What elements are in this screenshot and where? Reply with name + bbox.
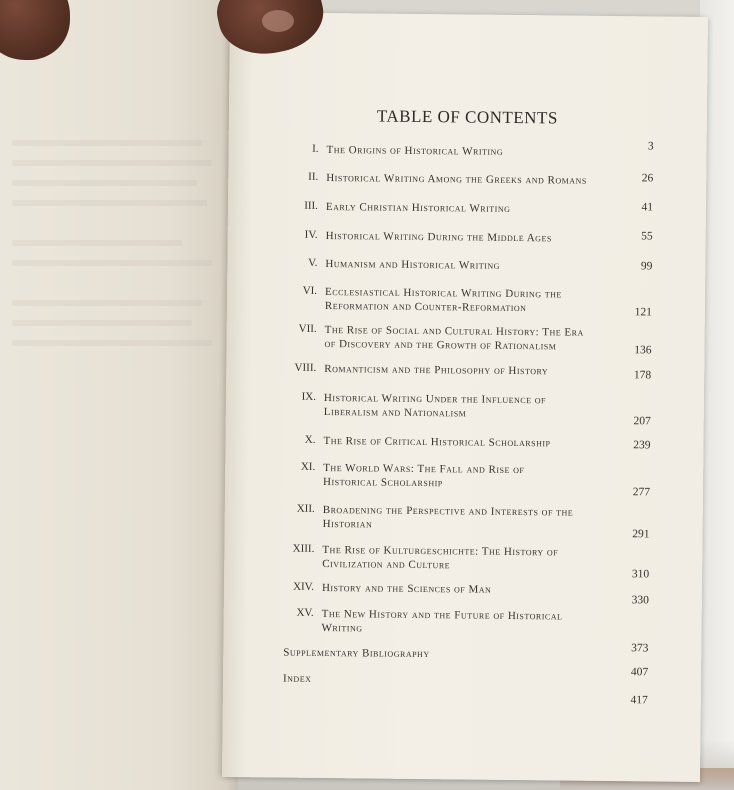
left-page bbox=[0, 0, 238, 790]
page-number: 41 bbox=[641, 201, 654, 214]
toc-entry bbox=[312, 142, 504, 159]
fingernail bbox=[262, 10, 294, 32]
chapter-number: X. bbox=[304, 433, 316, 446]
toc-entry bbox=[292, 542, 559, 573]
chapter-title: History and the Sciences of Man bbox=[321, 581, 492, 596]
toc-entry bbox=[298, 322, 584, 354]
page-number: 3 bbox=[647, 140, 654, 153]
toc-entry bbox=[296, 606, 563, 638]
page-number: 136 bbox=[634, 344, 652, 357]
chapter-number: XV. bbox=[296, 606, 314, 619]
toc-entry bbox=[283, 672, 312, 686]
page-number: 291 bbox=[632, 528, 650, 541]
chapter-title: Humanism and Historical Writing bbox=[325, 258, 500, 272]
chapter-title: Ecclesiastical Historical Writing During the bbox=[325, 286, 562, 301]
toc-entry bbox=[304, 199, 511, 216]
toc-entry bbox=[304, 433, 551, 450]
toc-entry bbox=[294, 361, 549, 378]
chapter-title: Historical Writing Under the Influence of bbox=[323, 392, 547, 407]
chapter-title-continuation: Liberalism and Nationalism bbox=[323, 406, 467, 420]
page-number: 330 bbox=[631, 594, 649, 607]
page-number: 55 bbox=[641, 230, 653, 243]
chapter-title: Broadening the Perspective and Interests of the bbox=[322, 503, 574, 519]
chapter-number: IX. bbox=[301, 390, 317, 403]
page-number: 207 bbox=[633, 415, 651, 428]
chapter-number: VII. bbox=[298, 322, 317, 335]
chapter-title-continuation: of Discovery and the Growth of Rationalism bbox=[324, 338, 557, 353]
toc-entry bbox=[296, 502, 574, 534]
chapter-title-continuation: Writing bbox=[321, 621, 363, 635]
page-number: 121 bbox=[634, 306, 652, 319]
toc-entry bbox=[308, 256, 500, 273]
page-number: 239 bbox=[633, 439, 651, 452]
table-of-contents-page bbox=[222, 12, 708, 782]
chapter-title: The New History and the Future of Historical bbox=[321, 607, 563, 623]
chapter-number: V. bbox=[308, 256, 318, 269]
chapter-title: The Rise of Kulturgeschichte: The History of bbox=[322, 543, 559, 559]
chapter-number: II. bbox=[308, 170, 319, 183]
page-number: 26 bbox=[641, 172, 654, 185]
page-number: 277 bbox=[632, 486, 651, 499]
chapter-title: Historical Writing Among the Greeks and Romans bbox=[326, 172, 587, 187]
toc-entry bbox=[304, 228, 552, 245]
chapter-title: Historical Writing During the Middle Ages bbox=[325, 230, 552, 245]
chapter-number: IV. bbox=[304, 228, 318, 241]
toc-entry bbox=[308, 170, 587, 188]
chapter-title: The Rise of Social and Cultural History: The Era bbox=[324, 324, 584, 339]
back-matter-title: Index bbox=[282, 672, 312, 685]
page-number: 178 bbox=[633, 369, 652, 382]
toc-entry bbox=[302, 284, 562, 315]
toc-entry bbox=[293, 580, 492, 597]
chapter-number: III. bbox=[304, 199, 319, 212]
toc-entry bbox=[300, 460, 525, 491]
page-number: 407 bbox=[630, 666, 649, 679]
chapter-number: VI. bbox=[302, 284, 318, 297]
chapter-title: The Rise of Critical Historical Scholarship bbox=[323, 435, 551, 450]
page-number: 373 bbox=[631, 642, 649, 655]
page-title: TABLE OF CONTENTS bbox=[376, 106, 558, 128]
chapter-number: I. bbox=[312, 142, 319, 155]
chapter-number: XI. bbox=[300, 460, 316, 473]
chapter-title-continuation: Civilization and Culture bbox=[322, 557, 451, 572]
chapter-number: XIV. bbox=[293, 580, 315, 593]
chapter-title: Early Christian Historical Writing bbox=[325, 201, 511, 215]
chapter-title: Romanticism and the Philosophy of History bbox=[324, 363, 549, 378]
toc-entry bbox=[301, 390, 547, 421]
back-matter-title: Supplementary Bibliography bbox=[283, 646, 430, 661]
toc-entry bbox=[283, 646, 429, 662]
chapter-title-continuation: Historian bbox=[322, 517, 373, 531]
chapter-title: The World Wars: The Fall and Rise of bbox=[323, 462, 525, 477]
chapter-title: The Origins of Historical Writing bbox=[326, 144, 504, 158]
chapter-title-continuation: Reformation and Counter-Reformation bbox=[324, 300, 527, 315]
chapter-number: XIII. bbox=[292, 542, 315, 555]
page-number: 310 bbox=[631, 568, 650, 581]
chapter-number: VIII. bbox=[294, 361, 317, 374]
page-number: 417 bbox=[630, 694, 648, 707]
page-number: 99 bbox=[640, 260, 653, 273]
chapter-title-continuation: Historical Scholarship bbox=[323, 476, 443, 490]
chapter-number: XII. bbox=[296, 502, 315, 515]
